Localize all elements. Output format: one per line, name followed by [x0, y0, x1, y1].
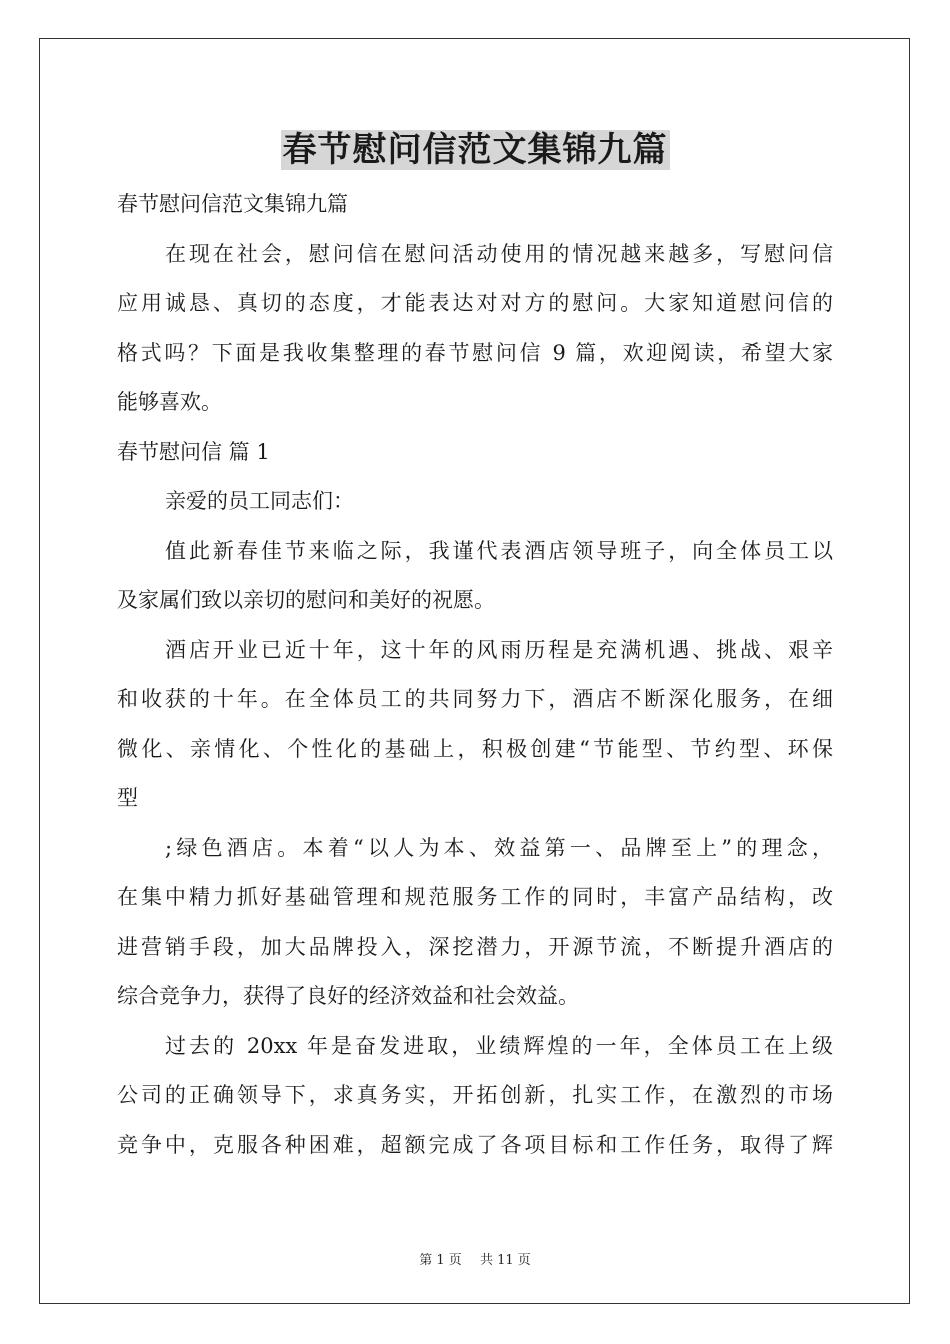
text-line: 过去的 20xx 年是奋发进取，业绩辉煌的一年，全体员工在上级: [165, 1033, 833, 1058]
text-line: 在集中精力抓好基础管理和规范服务工作的同时，丰富产品结构，改: [117, 885, 833, 909]
text-line: 春节慰问信 篇 1: [117, 439, 270, 464]
text-line: 竞争中，克服各种困难，超额完成了各项目标和工作任务，取得了辉: [117, 1132, 833, 1157]
text-line: 酒店开业已近十年，这十年的风雨历程是充满机遇、挑战、艰辛: [165, 637, 833, 662]
text-line: ;绿色酒店。本着“以人为本、效益第一、品牌至上”的理念，: [165, 835, 833, 860]
text-line: 公司的正确领导下，求真务实，开拓创新，扎实工作，在激烈的市场: [117, 1083, 833, 1107]
text-line: 型: [117, 786, 138, 810]
text-line: 值此新春佳节来临之际，我谨代表酒店领导班子，向全体员工以: [165, 538, 833, 563]
text-line: 进营销手段，加大品牌投入，深挖潜力，开源节流，不断提升酒店的: [117, 934, 833, 959]
text-line: 微化、亲情化、个性化的基础上，积极创建“节能型、节约型、环保: [117, 736, 833, 761]
text-line: 综合竞争力，获得了良好的经济效益和社会效益。: [117, 984, 579, 1008]
page-total: 共 11 页: [479, 1253, 531, 1268]
text-line: 春节慰问信范文集锦九篇: [117, 192, 348, 216]
text-line: 能够喜欢。: [117, 390, 222, 414]
document-title-text: 春节慰问信范文集锦九篇: [282, 130, 668, 170]
document-title: [0, 122, 950, 171]
page-number: 第 1 页: [419, 1253, 462, 1268]
text-line: 和收获的十年。在全体员工的共同努力下，酒店不断深化服务，在细: [117, 687, 833, 711]
text-line: 亲爱的员工同志们：: [165, 489, 354, 513]
page-footer: [0, 1249, 950, 1268]
text-line: 在现在社会，慰问信在慰问活动使用的情况越来越多，写慰问信: [165, 241, 833, 266]
text-line: 及家属们致以亲切的慰问和美好的祝愿。: [117, 588, 495, 612]
text-line: 应用诚恳、真切的态度，才能表达对对方的慰问。大家知道慰问信的: [117, 291, 833, 315]
document-body: [117, 180, 833, 1170]
text-line: 格式吗？下面是我收集整理的春节慰问信 9 篇，欢迎阅读，希望大家: [117, 340, 833, 365]
